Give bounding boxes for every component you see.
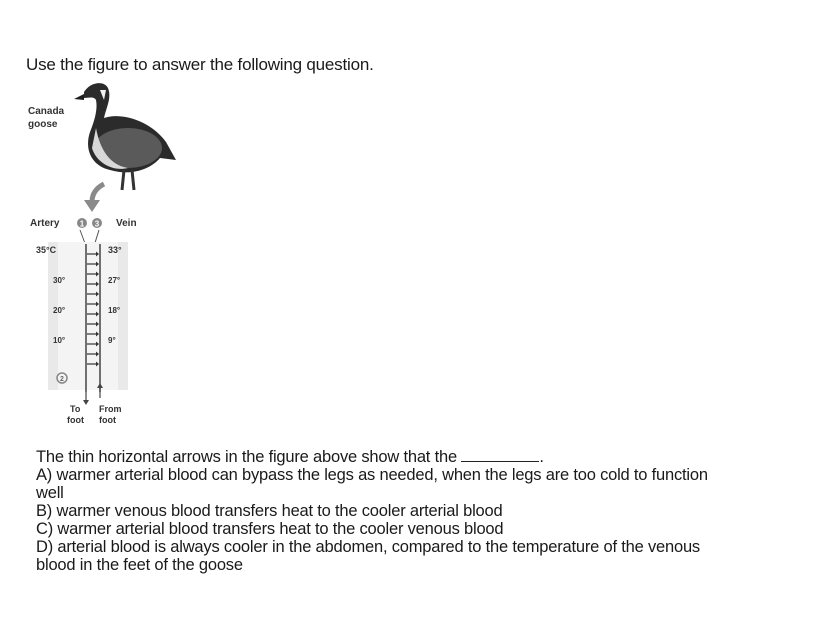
to-foot-line1: To xyxy=(70,404,81,414)
from-foot-line2: foot xyxy=(99,415,116,425)
vein-temp-2: 27° xyxy=(108,276,121,285)
zoom-arrow xyxy=(92,184,104,202)
countercurrent-figure xyxy=(0,0,200,440)
vein-temp-4: 9° xyxy=(108,336,116,345)
artery-temp-4: 10° xyxy=(53,336,66,345)
svg-text:3: 3 xyxy=(94,219,100,229)
option-d-line2: blood in the feet of the goose xyxy=(36,556,243,574)
question-block xyxy=(36,448,708,574)
artery-temp-1: 35°C xyxy=(36,245,57,255)
artery-temp-3: 20° xyxy=(53,306,66,315)
option-b: B) warmer venous blood transfers heat to the cooler arterial blood xyxy=(36,502,503,520)
option-a-line2: well xyxy=(36,484,64,502)
from-foot-line1: From xyxy=(99,404,122,414)
vein-temp-3: 18° xyxy=(108,306,121,315)
goose-illustration xyxy=(74,83,176,190)
option-c: C) warmer arterial blood transfers heat to the cooler venous blood xyxy=(36,520,504,538)
bird-label-line2: goose xyxy=(28,119,58,130)
svg-text:2: 2 xyxy=(60,376,64,383)
answer-blank xyxy=(461,449,539,462)
vein-label: Vein xyxy=(116,218,137,229)
to-foot-line2: foot xyxy=(67,415,84,425)
question-stem: The thin horizontal arrows in the figure above show that the . xyxy=(36,448,544,466)
vein-temp-1: 33° xyxy=(108,245,122,255)
option-d-line1: D) arterial blood is always cooler in the abdomen, compared to the temperature of the venous xyxy=(36,538,700,556)
instruction-text: Use the figure to answer the following question. xyxy=(26,55,374,74)
svg-text:1: 1 xyxy=(79,219,85,229)
bird-label-line1: Canada xyxy=(28,106,65,117)
option-a-line1: A) warmer arterial blood can bypass the legs as needed, when the legs are too cold to function xyxy=(36,466,708,484)
artery-label: Artery xyxy=(30,218,60,229)
artery-temp-2: 30° xyxy=(53,276,66,285)
